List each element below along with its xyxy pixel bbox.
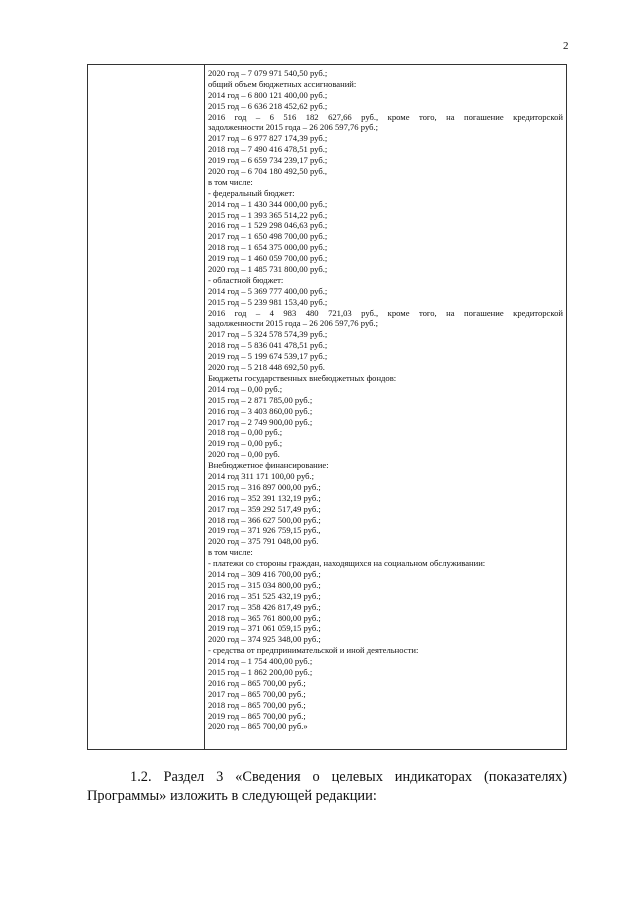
table-line: - областной бюджет: [208, 274, 284, 285]
table-line: в том числе: [208, 176, 253, 187]
table-line: 2015 год – 1 393 365 514,22 руб.; [208, 209, 328, 220]
table-line: 2018 год – 1 654 375 000,00 руб.; [208, 242, 328, 253]
table-line: 2016 год – 4 983 480 721,03 руб., кроме того, на погашение кредиторской [208, 307, 563, 318]
table-line: - федеральный бюджет: [208, 187, 295, 198]
table-line: в том числе: [208, 547, 253, 558]
table-line: 2020 год – 7 079 971 540,50 руб.; [208, 68, 328, 78]
table-line: Бюджеты государственных внебюджетных фондов: [208, 372, 397, 383]
table-line: задолженности 2015 года – 26 206 597,76 руб.; [208, 318, 379, 329]
table-line: 2020 год – 865 700,00 руб.» [208, 721, 308, 732]
table-line: 2019 год – 865 700,00 руб.; [208, 710, 306, 721]
table-line: 2020 год – 6 704 180 492,50 руб., [208, 166, 328, 177]
table-line: 2014 год 311 171 100,00 руб.; [208, 470, 315, 481]
table-line: 2018 год – 865 700,00 руб.; [208, 699, 306, 710]
table-line: 2019 год – 0,00 руб.; [208, 438, 283, 449]
table-line: 2020 год – 0,00 руб. [208, 449, 280, 460]
table-line: 2017 год – 1 650 498 700,00 руб.; [208, 231, 328, 242]
table-line: 2015 год – 2 871 785,00 руб.; [208, 394, 313, 405]
table-line: 2018 год – 366 627 500,00 руб.; [208, 514, 321, 525]
table-line: 2017 год – 359 292 517,49 руб.; [208, 503, 321, 514]
table-line: 2014 год – 6 800 121 400,00 руб.; [208, 89, 328, 100]
table-line: 2018 год – 0,00 руб.; [208, 427, 283, 438]
table-line: - средства от предпринимательской и иной деятельности: [208, 645, 419, 656]
page-number: 2 [563, 40, 569, 52]
table-line: 2019 год – 1 460 059 700,00 руб.; [208, 253, 328, 264]
table-line: 2017 год – 6 977 827 174,39 руб.; [208, 133, 328, 144]
table-line: 2016 год – 3 403 860,00 руб.; [208, 405, 313, 416]
table-line: 2020 год – 375 791 048,00 руб. [208, 536, 319, 547]
table-line: задолженности 2015 года – 26 206 597,76 руб.; [208, 122, 379, 133]
table-cell-financing [208, 68, 563, 732]
table-line: 2019 год – 371 926 759,15 руб., [208, 525, 321, 536]
table-line: 2015 год – 1 862 200,00 руб.; [208, 666, 313, 677]
program-table [87, 64, 567, 750]
table-line: 2014 год – 1 430 344 000,00 руб.; [208, 198, 328, 209]
table-line: 2019 год – 6 659 734 239,17 руб.; [208, 155, 328, 166]
table-line: 2015 год – 6 636 218 452,62 руб.; [208, 100, 328, 111]
table-line: 2018 год – 7 490 416 478,51 руб.; [208, 144, 328, 155]
table-line: 2014 год – 1 754 400,00 руб.; [208, 656, 313, 667]
table-line: 2018 год – 5 836 041 478,51 руб.; [208, 340, 328, 351]
table-line: 2020 год – 374 925 348,00 руб.; [208, 634, 321, 645]
table-line: 2014 год – 0,00 руб.; [208, 383, 283, 394]
table-line: 2016 год – 865 700,00 руб.; [208, 677, 306, 688]
paragraph-line-2: Программы» изложить в следующей редакции: [87, 788, 377, 804]
table-line: 2019 год – 5 199 674 539,17 руб.; [208, 351, 328, 362]
table-line: 2018 год – 365 761 800,00 руб.; [208, 612, 321, 623]
table-line: 2017 год – 865 700,00 руб.; [208, 688, 306, 699]
table-line: Внебюджетное финансирование: [208, 460, 329, 471]
table-line: 2020 год – 5 218 448 692,50 руб. [208, 362, 325, 373]
table-line: 2016 год – 352 391 132,19 руб.; [208, 492, 321, 503]
table-line: 2015 год – 315 034 800,00 руб.; [208, 579, 321, 590]
table-line: общий объем бюджетных ассигнований: [208, 78, 357, 89]
table-line: 2014 год – 309 416 700,00 руб.; [208, 568, 321, 579]
table-line: 2017 год – 358 426 817,49 руб.; [208, 601, 321, 612]
table-column-divider [204, 65, 205, 749]
table-line: - платежи со стороны граждан, находящихся на социальном обслуживании: [208, 558, 486, 569]
amendment-paragraph [87, 768, 567, 806]
table-line: 2014 год – 5 369 777 400,00 руб.; [208, 285, 328, 296]
table-line: 2015 год – 316 897 000,00 руб.; [208, 481, 321, 492]
table-line: 2016 год – 351 525 432,19 руб.; [208, 590, 321, 601]
table-line: 2016 год – 6 516 182 627,66 руб., кроме того, на погашение кредиторской [208, 111, 563, 122]
table-line: 2017 год – 5 324 578 574,39 руб.; [208, 329, 328, 340]
table-line: 2019 год – 371 061 059,15 руб.; [208, 623, 321, 634]
table-line: 2016 год – 1 529 298 046,63 руб.; [208, 220, 328, 231]
paragraph-line-1: 1.2. Раздел 3 «Сведения о целевых индикаторах (показателях) [130, 769, 567, 785]
table-line: 2020 год – 1 485 731 800,00 руб.; [208, 264, 328, 275]
table-line: 2017 год – 2 749 900,00 руб.; [208, 416, 313, 427]
table-line: 2015 год – 5 239 981 153,40 руб.; [208, 296, 328, 307]
